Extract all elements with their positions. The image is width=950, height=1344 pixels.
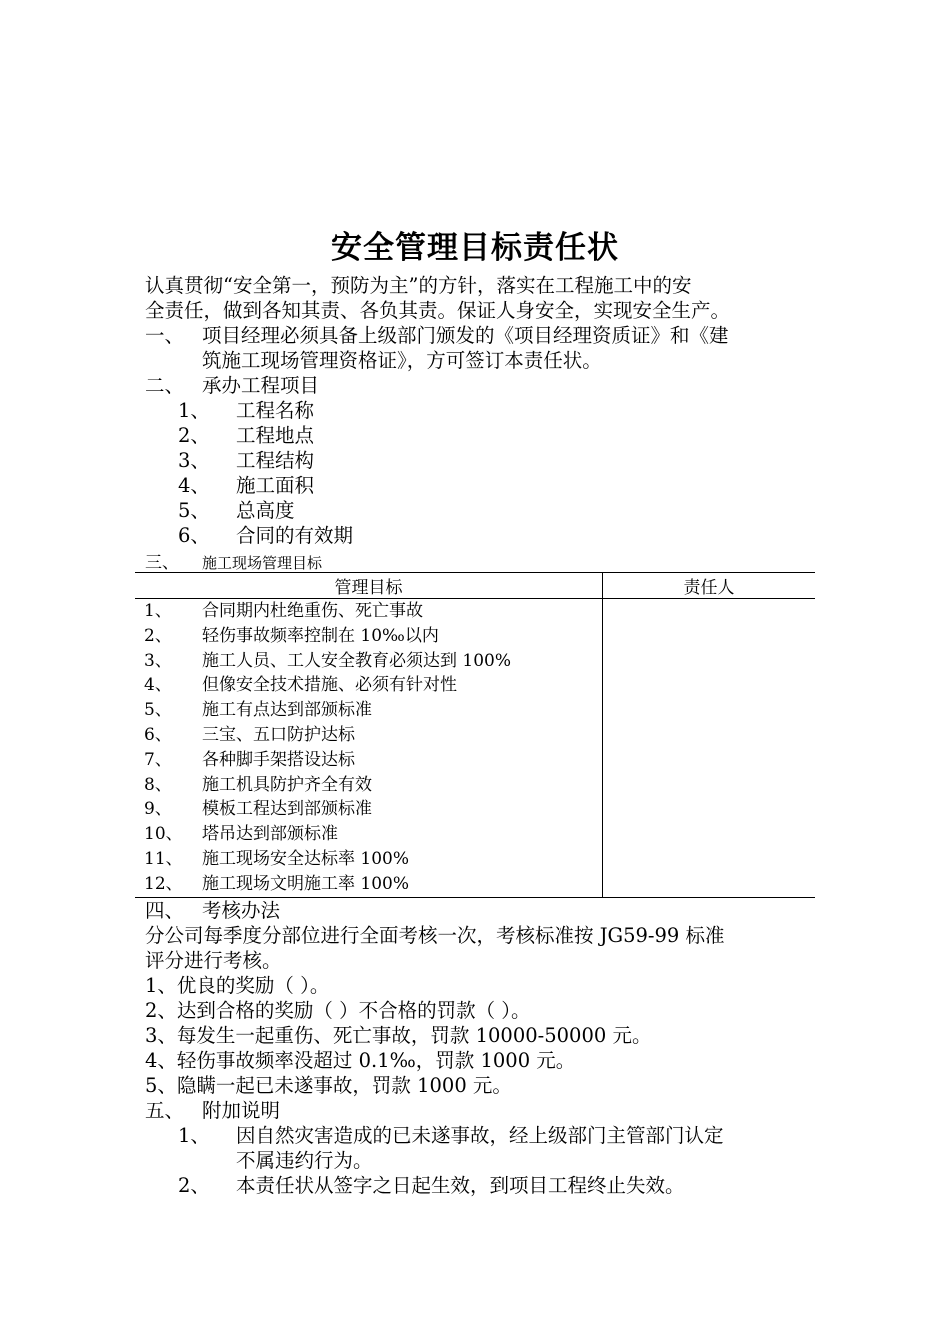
- row-responsible-cell: [603, 748, 816, 773]
- project-item-number: 1、: [178, 399, 210, 422]
- project-item-label: 工程地点: [236, 424, 315, 447]
- row-number: 2、: [144, 625, 172, 646]
- section3-heading: 施工现场管理目标: [202, 554, 323, 572]
- row-goal: 三宝、五口防护达标: [202, 724, 355, 745]
- section5-heading: 附加说明: [202, 1099, 281, 1122]
- management-goals-table: [135, 572, 815, 898]
- row-responsible-cell: [603, 698, 816, 723]
- row-responsible-cell: [603, 649, 816, 674]
- note-item-number: 2、: [178, 1174, 210, 1197]
- row-responsible-cell: [603, 872, 816, 897]
- assessment-item: 2、达到合格的奖励（ ）不合格的罚款（ ）。: [145, 999, 531, 1022]
- table-row: [135, 748, 815, 773]
- table-row: [135, 624, 815, 649]
- row-number: 10、: [144, 824, 183, 845]
- section3-number: 三、: [145, 553, 179, 573]
- assessment-desc-line-2: 评分进行考核。: [145, 949, 282, 972]
- table-row: [135, 649, 815, 674]
- assessment-item: 1、优良的奖励（ ）。: [145, 974, 330, 997]
- project-item-label: 工程名称: [236, 399, 315, 422]
- table-row: [135, 698, 815, 723]
- header-responsible: 责任人: [603, 573, 816, 599]
- project-item-number: 2、: [178, 424, 210, 447]
- header-goal: 管理目标: [135, 573, 603, 599]
- table-row: [135, 822, 815, 847]
- table-row: [135, 847, 815, 872]
- table-row: [135, 797, 815, 822]
- project-item-label: 总高度: [236, 499, 295, 522]
- section1-line-2: 筑施工现场管理资格证》，方可签订本责任状。: [202, 349, 602, 372]
- row-goal: 施工现场安全达标率 100%: [202, 848, 410, 869]
- section2-number: 二、: [145, 374, 185, 397]
- row-goal: 但像安全技术措施、必须有针对性: [202, 675, 457, 696]
- project-item-label: 合同的有效期: [236, 524, 354, 547]
- project-item-label: 工程结构: [236, 449, 315, 472]
- project-item-number: 4、: [178, 474, 210, 497]
- row-goal: 施工有点达到部颁标准: [202, 700, 372, 721]
- row-goal: 施工机具防护齐全有效: [202, 774, 372, 795]
- row-responsible-cell: [603, 822, 816, 847]
- row-responsible-cell: [603, 624, 816, 649]
- row-responsible-cell: [603, 599, 816, 624]
- table-row: [135, 872, 815, 897]
- intro-line-1: 认真贯彻“安全第一，预防为主”的方针，落实在工程施工中的安: [145, 274, 692, 297]
- section2-heading: 承办工程项目: [202, 374, 320, 397]
- table-row: [135, 773, 815, 798]
- note-item-line: 不属违约行为。: [236, 1149, 373, 1172]
- project-item-label: 施工面积: [236, 474, 315, 497]
- document-title: 安全管理目标责任状: [331, 230, 619, 266]
- note-item-line: 因自然灾害造成的已未遂事故，经上级部门主管部门认定: [236, 1124, 724, 1147]
- row-responsible-cell: [603, 847, 816, 872]
- row-responsible-cell: [603, 723, 816, 748]
- project-item-number: 3、: [178, 449, 210, 472]
- row-number: 5、: [144, 700, 172, 721]
- note-item-line: 本责任状从签字之日起生效，到项目工程终止失效。: [236, 1174, 685, 1197]
- row-number: 12、: [144, 873, 183, 894]
- row-number: 6、: [144, 724, 172, 745]
- row-goal: 模板工程达到部颁标准: [202, 799, 372, 820]
- project-item-number: 5、: [178, 499, 210, 522]
- assessment-item: 3、每发生一起重伤、死亡事故，罚款 10000-50000 元。: [145, 1024, 652, 1047]
- section1-number: 一、: [145, 324, 185, 347]
- table-row: [135, 673, 815, 698]
- table-row: [135, 723, 815, 748]
- assessment-item: 4、轻伤事故频率没超过 0.1‰，罚款 1000 元。: [145, 1049, 576, 1072]
- section4-number: 四、: [145, 899, 185, 922]
- intro-line-2: 全责任，做到各知其责、各负其责。保证人身安全，实现安全生产。: [145, 299, 731, 322]
- row-number: 3、: [144, 650, 172, 671]
- row-number: 4、: [144, 675, 172, 696]
- section5-number: 五、: [145, 1099, 185, 1122]
- row-responsible-cell: [603, 797, 816, 822]
- row-number: 11、: [144, 848, 183, 869]
- note-item-number: 1、: [178, 1124, 210, 1147]
- row-goal: 合同期内杜绝重伤、死亡事故: [202, 601, 423, 621]
- row-responsible-cell: [603, 673, 816, 698]
- row-goal: 施工人员、工人安全教育必须达到 100%: [202, 650, 512, 671]
- row-number: 1、: [144, 601, 172, 621]
- assessment-item: 5、隐瞒一起已未遂事故，罚款 1000 元。: [145, 1074, 512, 1097]
- row-goal: 轻伤事故频率控制在 10‰以内: [202, 625, 439, 646]
- row-goal: 施工现场文明施工率 100%: [202, 873, 410, 894]
- row-number: 8、: [144, 774, 172, 795]
- assessment-desc-line-1: 分公司每季度分部位进行全面考核一次，考核标准按 JG59-99 标准: [145, 924, 725, 947]
- row-number: 7、: [144, 749, 172, 770]
- section4-heading: 考核办法: [202, 899, 281, 922]
- project-item-number: 6、: [178, 524, 210, 547]
- row-goal: 塔吊达到部颁标准: [202, 824, 338, 845]
- row-number: 9、: [144, 799, 172, 820]
- row-responsible-cell: [603, 773, 816, 798]
- row-goal: 各种脚手架搭设达标: [202, 749, 355, 770]
- table-header-row: [135, 573, 815, 599]
- section1-line-1: 项目经理必须具备上级部门颁发的《项目经理资质证》和《建: [202, 324, 729, 347]
- table-row: [135, 599, 815, 624]
